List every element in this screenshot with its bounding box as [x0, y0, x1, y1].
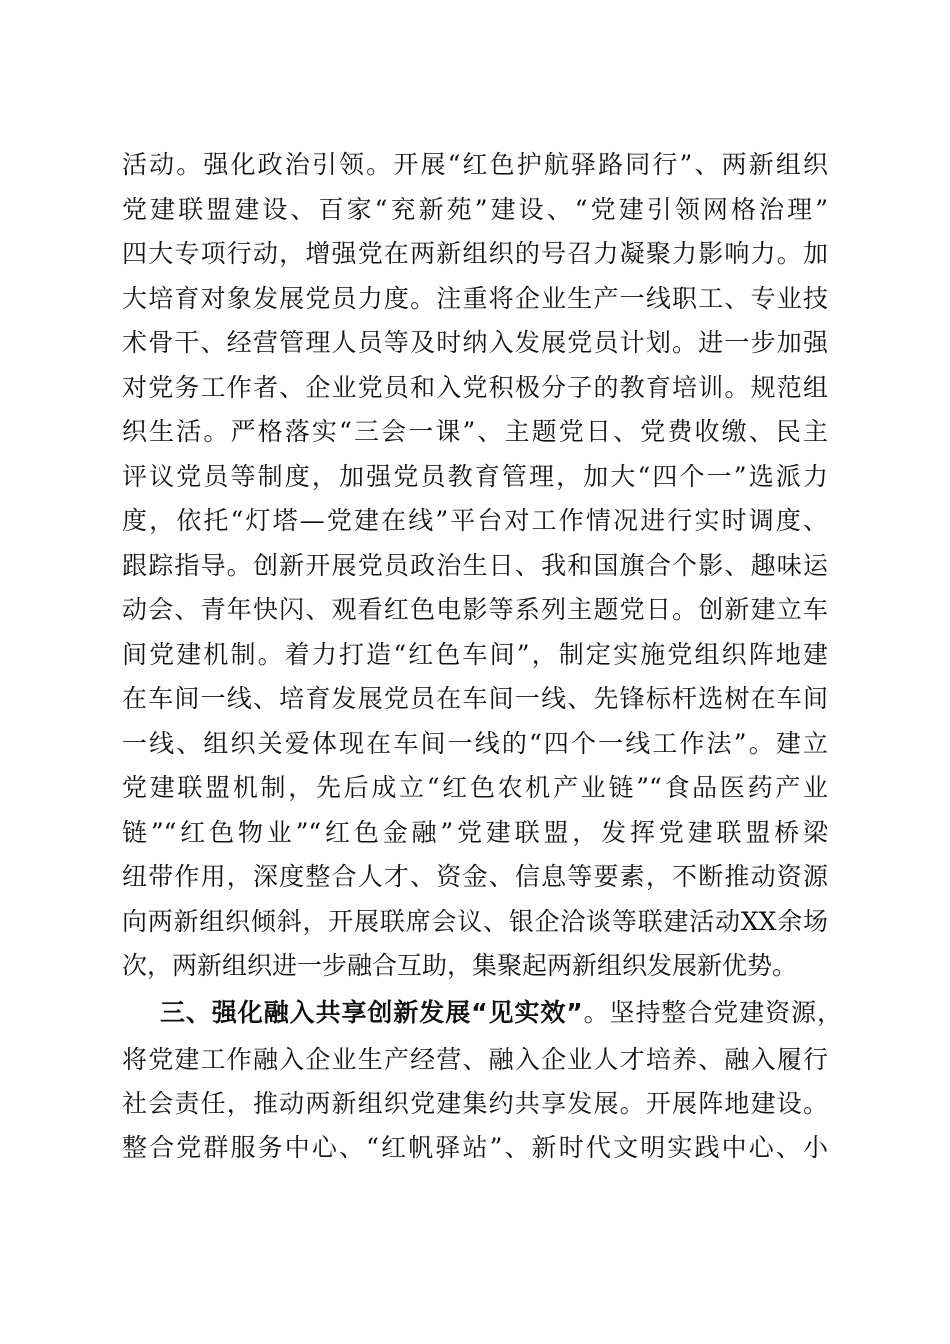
text-line: 对党务工作者、企业党员和入党积极分子的教育培训。规范组 — [122, 372, 828, 402]
text-line: 整合党群服务中心、“红帆驿站”、新时代文明实践中心、小 — [122, 1133, 828, 1162]
text-line: 党建联盟建设、百家“兖新苑”建设、“党建引领网格治理” — [122, 194, 828, 224]
text-line: 术骨干、经营管理人员等及时纳入发展党员计划。进一步加强 — [122, 328, 828, 357]
text-line: 链”“红色物业”“红色金融”党建联盟，发挥党建联盟桥梁 — [122, 817, 828, 847]
text-line: 一线、组织关爱体现在车间一线的“四个一线工作法”。建立 — [122, 728, 828, 758]
text-line: 四大专项行动，增强党在两新组织的号召力凝聚力影响力。加 — [122, 239, 828, 268]
text-line: 党建联盟机制，先后成立“红色农机产业链”“食品医药产业 — [122, 773, 828, 802]
text-line: 纽带作用，深度整合人才、资金、信息等要素，不断推动资源 — [122, 862, 828, 891]
section-3-heading-rest: 。坚持整合党建资源， — [582, 998, 842, 1027]
text-line: 活动。强化政治引领。开展“红色护航驿路同行”、两新组织 — [122, 150, 828, 179]
text-line: 动会、青年快闪、观看红色电影等系列主题党日。创新建立车 — [122, 595, 828, 624]
text-line: 社会责任，推动两新组织党建集约共享发展。开展阵地建设。 — [122, 1089, 828, 1118]
text-line: 将党建工作融入企业生产经营、融入企业人才培养、融入履行 — [122, 1045, 828, 1074]
text-line: 间党建机制。着力打造“红色车间”，制定实施党组织阵地建 — [122, 639, 828, 669]
text-line: 评议党员等制度，加强党员教育管理，加大“四个一”选派力 — [122, 461, 828, 491]
text-line: 织生活。严格落实“三会一课”、主题党日、党费收缴、民主 — [122, 417, 828, 446]
text-line: 次，两新组织进一步融合互助，集聚起两新组织发展新优势。 — [122, 951, 798, 980]
section-3-heading: 三、强化融入共享创新发展“见实效” — [160, 998, 583, 1027]
text-line: 度，依托“灯塔—党建在线”平台对工作情况进行实时调度、 — [122, 506, 828, 535]
section-3-heading-line — [160, 998, 842, 1028]
text-line: 向两新组织倾斜，开展联席会议、银企洽谈等联建活动XX余场 — [122, 906, 828, 936]
text-line: 在车间一线、培育发展党员在车间一线、先锋标杆选树在车间 — [122, 684, 828, 713]
text-line: 跟踪指导。创新开展党员政治生日、我和国旗合个影、趣味运 — [122, 550, 828, 580]
text-line: 大培育对象发展党员力度。注重将企业生产一线职工、专业技 — [122, 283, 828, 313]
